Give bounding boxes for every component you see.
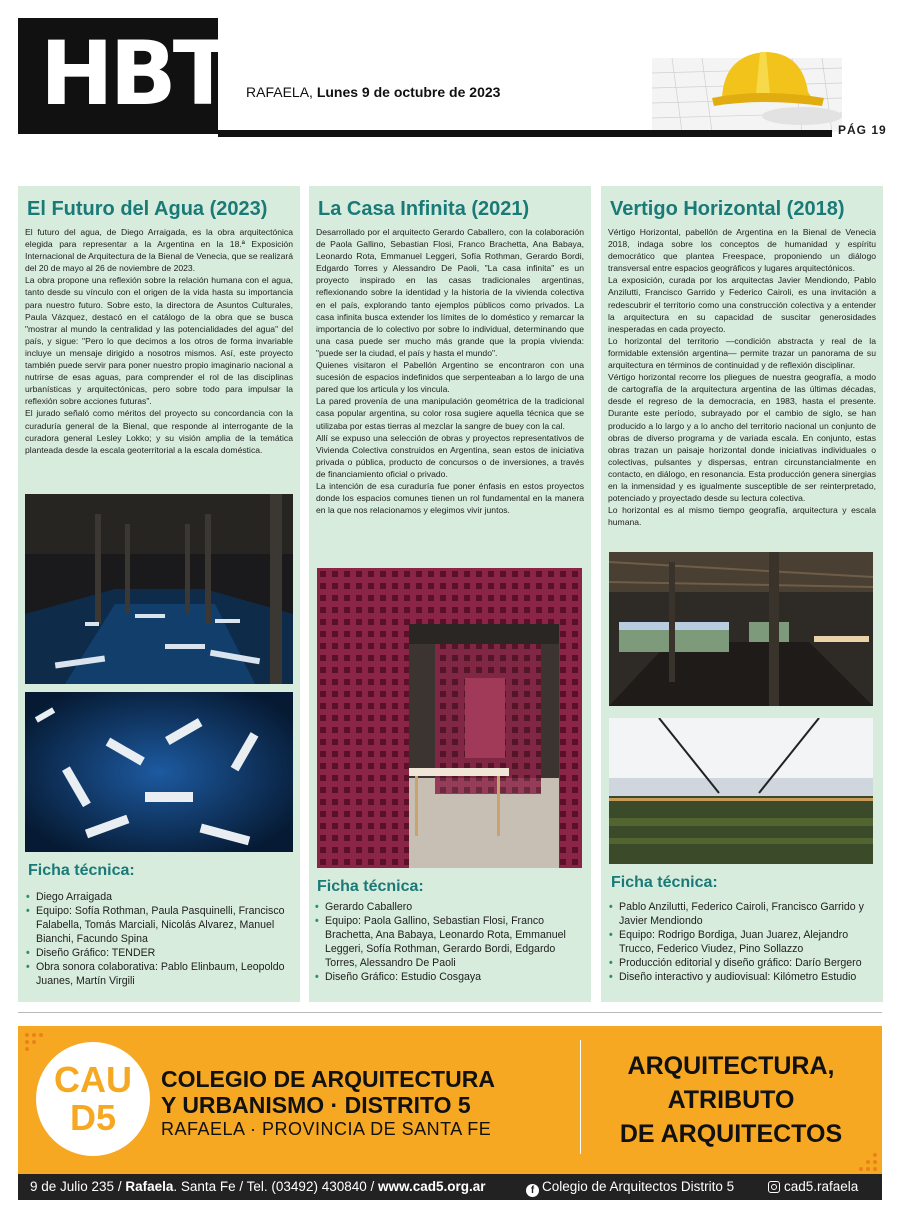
ficha-item: • Equipo: Rodrigo Bordiga, Juan Juarez, Alejandro Trucco, Federico Viudez, Pino Sollazzo — [609, 928, 877, 956]
footer-city: Rafaela — [125, 1179, 174, 1194]
footer-street: 9 de Julio 235 / — [30, 1179, 126, 1194]
ficha-item: • Equipo: Sofía Rothman, Paula Pasquinelli, Francisco Falabella, Tomás Marciali, Nicolás Alvarez, Manuel Bianchi, Facundo Spina — [26, 904, 288, 946]
banner-slogan-line1: ARQUITECTURA, — [627, 1052, 835, 1080]
masthead-logo — [18, 18, 229, 134]
article-paragraph: El futuro del agua, de Diego Arraigada, es la obra arquitectónica elegida para representar a la Argentina en la 18.ª Exposición Internacional de Arquitectura de la Bienal de Venecia, que se realizará del 20 de mayo al 26 de noviembre de 2023. — [25, 227, 293, 274]
dot-pattern-icon — [852, 1146, 878, 1172]
photo-pink-wall — [317, 568, 582, 868]
masthead-logo-text: HBT — [40, 22, 229, 125]
ficha-item: • Producción editorial y diseño gráfico: Darío Bergero — [609, 956, 877, 970]
contact-footer — [18, 1174, 882, 1200]
ficha-item: • Pablo Anzilutti, Federico Cairoli, Francisco Garrido y Javier Mendiondo — [609, 900, 877, 928]
footer-facebook[interactable] — [526, 1174, 734, 1200]
ficha-title: Ficha técnica: — [611, 874, 718, 891]
ficha-item: • Gerardo Caballero — [315, 900, 583, 914]
instagram-icon — [768, 1181, 780, 1193]
footer-phone: . Santa Fe / Tel. (03492) 430840 / — [173, 1179, 378, 1194]
dot-pattern-icon — [24, 1032, 50, 1058]
ficha-list — [315, 900, 583, 984]
article-paragraph: La pared provenía de una manipulación geométrica de la tradicional casa popular argentina, su color rosa sugiere aquella técnica que se utilizaba por estas tierras al mezclar la sangre de buey con la cal. — [316, 396, 584, 431]
ficha-title: Ficha técnica: — [28, 862, 135, 879]
cau-logo-line2: D5 — [69, 1097, 117, 1138]
dateline-date: Lunes 9 de octubre de 2023 — [316, 84, 501, 100]
ficha-title: Ficha técnica: — [317, 878, 424, 895]
hard-hat-icon — [652, 28, 842, 132]
section-divider — [18, 1012, 882, 1013]
photo-blue-installation — [25, 692, 293, 852]
dateline — [246, 84, 500, 100]
article-paragraph: La exposición, curada por los arquitectas Javier Mendiondo, Pablo Anzilutti, Francisco Garrido y Federico Cairoli, es una invitación a redescubrir el territorio como una construcción colectiva y a entender la arquitectura en su capacidad de suscitar generosidades inesperadas en cada proyecto. — [608, 275, 876, 334]
ficha-item: • Diego Arraigada — [26, 890, 288, 904]
article-paragraph: Lo horizontal es al mismo tiempo geografía, arquitectura y escala humana. — [608, 505, 876, 528]
article-paragraph: Vértigo horizontal recorre los pliegues de nuestra geografía, a modo de cartografía de la arquitectura argentina de las últimas décadas, desde el regreso de la democracia, en 1983, hasta el presente. Durante este período, subrayado por el cambio de siglo, se han producido a lo largo y a lo ancho del territorio nacional un conjunto de obras de diverso programa y de variada escala. En conjunto, estas obras trazan un paisaje horizontal donde iniciativas individuales o colectivas, pulsantes y dispersas, entran circunstancialmente en contacto, en diálogo, en resonancia. Esta producción genera sinergias en la inmensidad y es igualmente susceptible de ser reinterpretado, potenciado y proyectado desde su lectura colectiva. — [608, 372, 877, 504]
banner-slogan-line3: DE ARQUITECTOS — [619, 1120, 843, 1148]
cau-logo-line1: CAU — [54, 1059, 132, 1100]
footer-website-link[interactable]: www.cad5.org.ar — [378, 1179, 486, 1194]
banner-org-line2: Y URBANISMO · DISTRITO 5 — [161, 1092, 471, 1118]
banner-org-location: RAFAELA · PROVINCIA DE SANTA FE — [161, 1119, 492, 1139]
article-paragraph: Allí se expuso una selección de obras y proyectos representativos de Vivienda Colectiva construidos en Argentina, sean estos de iniciativa privada o pública, producto de concursos o de inversiones, a través de financiamiento oficial o privado. — [316, 432, 584, 479]
ficha-item: • Diseño interactivo y audiovisual: Kilómetro Estudio — [609, 970, 877, 984]
article-title: Vertigo Horizontal (2018) — [610, 198, 845, 220]
ficha-item: • Diseño Gráfico: TENDER — [26, 946, 288, 960]
article-column-vertigo-horizontal — [601, 186, 883, 1002]
article-paragraph: Vértigo Horizontal, pabellón de Argentina en la Bienal de Venecia 2018, indaga sobre los conceptos de humanidad y espíritu democrático que plantea Freespace, proponiendo un diálogo transversal entre espacios geográficos y lugares arquitectónicos. — [608, 227, 876, 274]
article-body — [25, 226, 293, 456]
article-column-futuro-agua — [18, 186, 300, 1002]
advertisement-banner — [18, 1026, 882, 1174]
ficha-list — [609, 900, 877, 984]
ficha-item: • Obra sonora colaborativa: Pablo Elinbaum, Leopoldo Juanes, Martín Virgili — [26, 960, 288, 988]
footer-instagram[interactable] — [768, 1174, 858, 1200]
page-number: PÁG 19 — [838, 123, 887, 137]
banner-org-line1: COLEGIO DE ARQUITECTURA — [161, 1066, 495, 1092]
footer-instagram-label: cad5.rafaela — [784, 1179, 859, 1194]
article-paragraph: Lo horizontal del territorio —condición abstracta y real de la formidable extensión argentina— permite trazar un panorama de su arquitectura en términos de continuidad y de reflexión disciplinar. — [608, 335, 876, 371]
article-paragraph: Desarrollado por el arquitecto Gerardo Caballero, con la colaboración de Paola Gallino, Sebastian Flosi, Franco Brachetta, Ana Babaya, Leonardo Rota, Emmanuel Leggeri, Sofía Rothman, Gerardo Bordi, Edgardo Torres y Alessandro De Paoli, "La casa infinita" es un proyecto inspirado en las casas tradicionales argentinas, reflexionando sobre la identidad y la historia de la vivienda colectiva en el país, explorando tanto ejemplos públicos como privados. La casa infinita busca extender los límites de lo doméstico y remarcar la importancia de lo colectivo por sobre lo individual, determinando que una casa puede ser mucho más grande que la propia vivienda: "puede ser la ciudad, el país y hasta el mundo". — [316, 227, 584, 358]
article-paragraph: La obra propone una reflexión sobre la relación humana con el agua, tanto desde su vínculo con el origen de la vida hasta su importancia para nuestro futuro. Sobre esto, la directora de Asuntos Culturales, Paula Vázquez, destacó en el catálogo de la obra que se busca "mostrar al mundo la centralidad y las potencialidades del agua" del país, y sigue: "Pero lo que decimos a los otros de forma invariable incluye un mensaje dirigido a nosotros mismos. Así, este proyecto también puede servir para poner nuestro propio imaginario nacional a nutrirse de esas aguas, para comprender el rol de las disciplinas urbanísticas y arquitectónicas, pero sobre todo para impulsar la reflexión sobre acciones futuras". — [25, 275, 293, 407]
article-title: La Casa Infinita (2021) — [318, 198, 530, 220]
article-body — [316, 226, 584, 516]
article-paragraph: La intención de esa curaduría fue poner énfasis en estos proyectos donde los espacios comunes tienen un rol fundamental en la manera en la que nos relacionamos y elegimos vivir juntos. — [316, 480, 584, 516]
ficha-item: • Diseño Gráfico: Estudio Cosgaya — [315, 970, 583, 984]
banner-divider — [580, 1040, 581, 1154]
dateline-city: RAFAELA, — [246, 84, 313, 100]
photo-horizontal-landscape — [609, 718, 873, 864]
article-title: El Futuro del Agua (2023) — [27, 198, 268, 220]
article-body — [608, 226, 876, 528]
article-paragraph: El jurado señaló como méritos del proyecto su concordancia con la curaduría general de la Bienal, que responde al interrogante de la curadora general Lesley Lokko; y su visión amplia de la temática planteada desde la escala geoterritorial a la escala doméstica. — [25, 408, 293, 455]
header-rule-thin — [218, 136, 832, 137]
article-paragraph: Quienes visitaron el Pabellón Argentino se encontraron con una sucesión de espacios indefinidos que serpenteaban a lo largo de una pared que los articula y los vincula. — [316, 360, 584, 395]
cau-logo — [36, 1042, 150, 1156]
ficha-list — [26, 890, 288, 988]
footer-facebook-label: Colegio de Arquitectos Distrito 5 — [542, 1179, 735, 1194]
photo-long-gallery — [609, 552, 873, 706]
article-column-casa-infinita — [309, 186, 591, 1002]
banner-slogan-line2: ATRIBUTO — [667, 1086, 795, 1114]
photo-dark-hall — [25, 494, 293, 684]
ficha-item: • Equipo: Paola Gallino, Sebastian Flosi, Franco Brachetta, Ana Babaya, Leonardo Rota, Emmanuel Leggeri, Sofía Rothman, Gerardo Bordi, Edgardo Torres, Alessandro De Paoli — [315, 914, 583, 970]
footer-address — [30, 1174, 486, 1200]
facebook-icon: f — [526, 1184, 539, 1197]
